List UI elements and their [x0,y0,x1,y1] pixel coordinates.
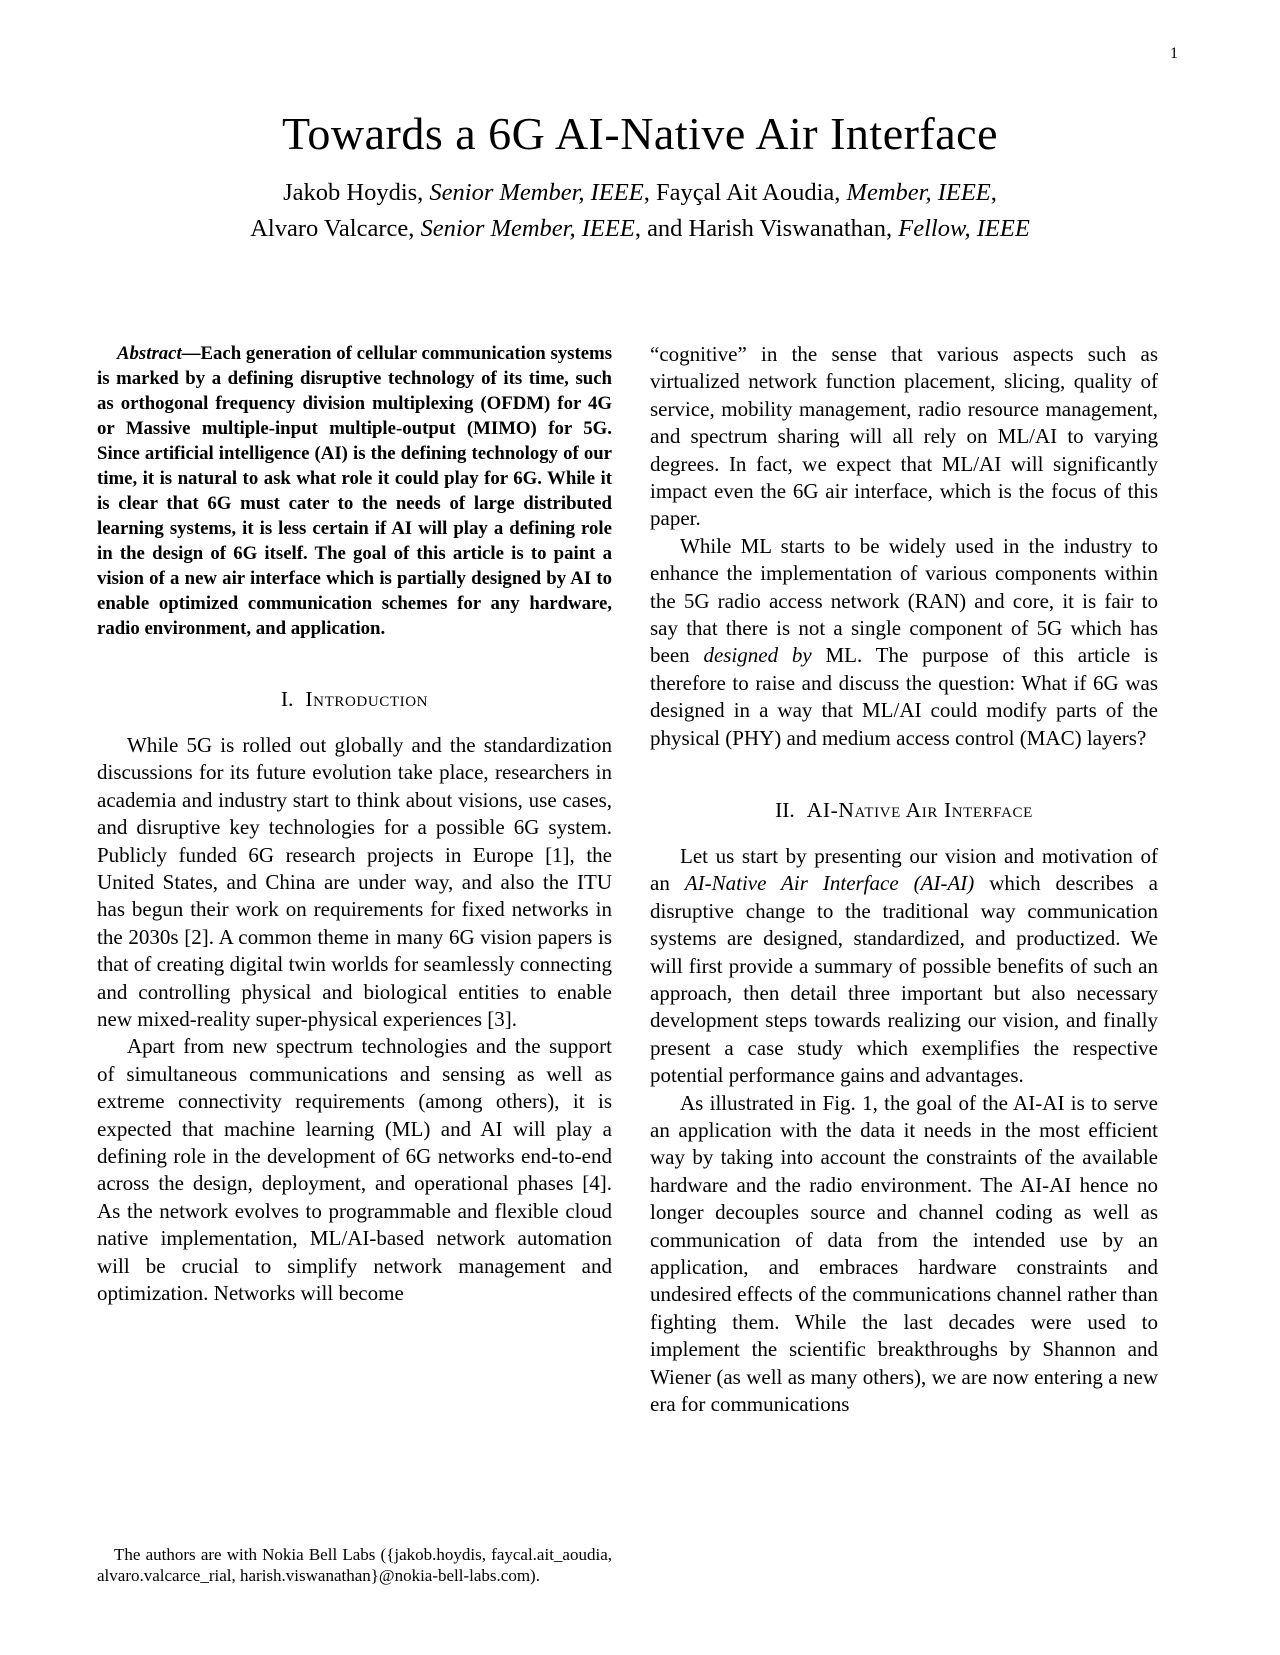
section-title: Introduction [305,686,429,711]
abstract-text: Each generation of cellular communication systems is marked by a defining disruptive technology of its time, such as orthogonal frequency division multiplexing (OFDM) for 4G or Massive multiple-input multiple-output (MIMO) for 5G. Since artificial intelligence (AI) is the defining technology of our time, it is natural to ask what role it could play for 6G. While it is clear that 6G must cater to the needs of large distributed learning systems, it is less certain if AI will play a defining role in the design of 6G itself. The goal of this article is to paint a vision of a new air interface which is partially designed by AI to enable optimized communication schemes for any hardware, radio environment, and application. [97,342,612,639]
authors-line-1 [0,175,1280,211]
paper-title: Towards a 6G AI-Native Air Interface [282,108,998,159]
paragraph-text: ML. The purpose of this article is therefore to raise and discuss the question: What if 6G was designed in a way that ML/AI could modify parts of the physical (PHY) and medium access control (MAC) layers? [650,643,1158,750]
author-role: Member, IEEE [846,178,991,206]
intro-paragraph-3 [650,533,1158,752]
author-role: Senior Member, IEEE [420,214,635,242]
page-number: 1 [1170,45,1178,62]
author-role: Fellow, IEEE [898,214,1030,242]
author-name: , Fayçal Ait Aoudia, [643,178,847,206]
two-column-layout [0,341,1280,1587]
paragraph-text: which describes a disruptive change to the traditional way communication systems are designed, standardized, and productized. We will first provide a summary of possible benefits of such an approach, then detail three important but also necessary development steps towards realizing our vision, and finally present a case study which exemplifies the respective potential performance gains and advantages. [650,871,1158,1088]
abstract-label: Abstract [117,342,182,364]
authors-line-2 [0,211,1280,247]
punctuation: , [990,178,997,206]
author-name: Alvaro Valcarce, [250,214,421,242]
paragraph-text: Let us start by presenting our vision and motivation of an [650,843,1158,896]
emphasized-text: AI-Native Air Interface (AI-AI) [684,871,975,896]
author-name: , and Harish Viswanathan, [634,214,899,242]
right-column [650,341,1158,1587]
intro-paragraph-1: While 5G is rolled out globally and the standardization discussions for its future evolution take place, researchers in academia and industry start to think about visions, use cases, and disruptive key technologies for a possible 6G system. Publicly funded 6G research projects in Europe [1], the United States, and China are under way, and also the ITU has begun their work on requirements for fixed networks in the 2030s [2]. A common theme in many 6G vision papers is that of creating digital twin worlds for seamlessly connecting and controlling physical and biological entities to enable new mixed-reality super-physical experiences [3]. [97,732,612,1031]
abstract-separator: — [181,342,201,364]
authors-block [0,175,1280,247]
abstract-paragraph [97,341,612,641]
paragraph-text: While ML starts to be widely used in the industry to enhance the implementation of various components within the 5G radio access network (RAN) and core, it is fair to say that there is not a single component of 5G which has been [650,533,1158,668]
section-heading-ai-native-air-interface [650,798,1158,823]
intro-paragraph-2-continued: “cognitive” in the sense that various aspects such as virtualized network function placement, slicing, quality of service, mobility management, radio resource management, and spectrum sharing will all rely on ML/AI to varying degrees. In fact, we expect that ML/AI will significantly impact even the 6G air interface, which is the focus of this paper. [650,341,1158,531]
section-title: AI-Native Air Interface [806,797,1033,822]
section-heading-introduction [97,687,612,712]
intro-paragraph-2: Apart from new spectrum technologies and the support of simultaneous communications and sensing as well as extreme connectivity requirements (among others), it is expected that machine learning (ML) and AI will play a defining role in the development of 6G networks end-to-end across the design, deployment, and operational phases [4]. As the network evolves to programmable and flexible cloud native implementation, ML/AI-based network automation will be crucial to simplify network management and optimization. Networks will become [97,1034,612,1306]
ai-native-paragraph-2: As illustrated in Fig. 1, the goal of the AI-AI is to serve an application with the data it needs in the most efficient way by taking into account the constraints of the available hardware and the radio environment. The AI-AI hence no longer decouples source and channel coding as well as communication of data from the intended use by an application, and embraces hardware constraints and undesired effects of the communications channel rather than fighting them. While the last decades were used to implement the scientific breakthroughs by Shannon and Wiener (as well as many others), we are now entering a new era for communications [650,1090,1158,1417]
section-number: I. [280,686,294,711]
ai-native-paragraph-1 [650,843,1158,1090]
left-column [97,341,612,1587]
author-name: Jakob Hoydis, [283,178,430,206]
section-number: II. [775,797,795,822]
author-footnote: The authors are with Nokia Bell Labs ({jakob.hoydis, faycal.ait_aoudia, alvaro.valcarce_rial, harish.viswanathan}@nokia-bell-labs.com). [97,1544,612,1586]
author-role: Senior Member, IEEE [429,178,644,206]
emphasized-text: designed by [703,643,812,668]
